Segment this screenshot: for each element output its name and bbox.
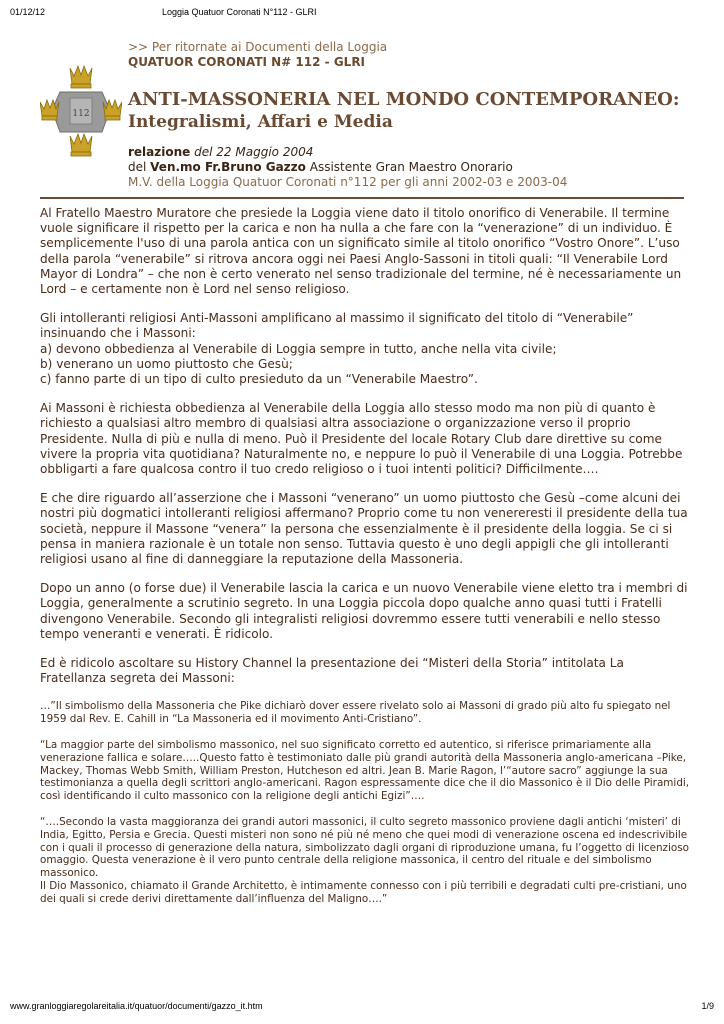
mv-line: M.V. della Loggia Quatuor Coronati n°112 per gli anni 2002-03 e 2003-04 (128, 175, 568, 189)
quote: Il Dio Massonico, chiamato il Grande Architetto, è intimamente connesso con i più terribili e degradati culti pre-cristiani, uno dei quali si crede derivi direttamente dall’influenza del Maligno….” (40, 880, 687, 905)
print-date: 01/12/12 (10, 7, 46, 17)
back-to-documents-link[interactable]: >> Per ritornate ai Documenti della Loggia (128, 40, 388, 54)
author-prefix: del (128, 160, 147, 174)
author-name: Ven.mo Fr.Bruno Gazzo (150, 160, 306, 174)
list-item: b) venerano un uomo piuttosto che Gesù; (40, 356, 293, 371)
lodge-emblem-icon (40, 62, 122, 160)
document-subtitle: Integralismi, Affari e Media (128, 112, 393, 132)
paragraph: Gli intolleranti religiosi Anti-Massoni amplificano al massimo il significato del titolo di “Venerabile” insinuando che i Massoni: (40, 311, 634, 341)
quote: …”Il simbolismo della Massoneria che Pike dichiarò dover essere rivelato solo ai Massoni di grado più alto fu spiegato nel 1959 dal Rev. E. Cahill in “La Massoneria ed il movimento Anti-Cristiano”. (40, 700, 671, 726)
paragraph: Ed è ridicolo ascoltare su History Channel la presentazione dei “Misteri della Storia” intitolata La Fratellanza segreta dei Massoni: (40, 656, 624, 686)
print-url: www.granloggiaregolareitalia.it/quatuor/documenti/gazzo_it.htm (10, 1001, 263, 1011)
paragraph: E che dire riguardo all’asserzione che i Massoni “venerano” un uomo piuttosto che Gesù –come alcuni dei nostri più dogmatici intolleranti religiosi affermano? Proprio come tu non venereresti il presidente della tua società, neppure il Massone “venera” la persona che essenzialmente è il presidente della loggia. Se ci si pensa in maniera razionale è un totale non senso. Tuttavia questo è uno degli appigli che gli intolleranti religiosi usano al fine di danneggiare la reputazione della Massoneria. (40, 491, 688, 567)
document-title: ANTI-MASSONERIA NEL MONDO CONTEMPORANEO: (128, 89, 680, 110)
print-page-title: Loggia Quatuor Coronati N°112 - GLRI (162, 7, 317, 17)
author-line (128, 160, 698, 175)
print-footer (10, 1001, 714, 1015)
document-meta (128, 145, 698, 190)
document-header (128, 40, 698, 190)
date-prefix: del (194, 145, 213, 159)
list-item: a) devono obbedienza al Venerabile di Loggia sempre in tutto, anche nella vita civile; (40, 341, 557, 356)
quote: “La maggior parte del simbolismo massonico, nel suo significato corretto ed autentico, si riferisce primariamente alla venerazione fallica e solare…..Questo fatto è testimoniato dalle più grandi autorità della Massoneria anglo-americana –Pike, Mackey, Thomas Webb Smith, William Preston, Hutcheson ed altri. Jean B. Marie Ragon, l’“autore sacro” aggiunge la sua testimonianza a quella degli scrittori anglo-americani. Ragon espressamente dice che il dio Massonico è il Dio delle Piramidi, così identificando il culto massonico con la religione degli antichi Egizi”…. (40, 739, 690, 803)
quote: “….Secondo la vasta maggioranza dei grandi autori massonici, il culto segreto massonico proviene dagli antichi ‘misteri’ di India, Egitto, Persia e Grecia. Questi misteri non sono né più né meno che quei modi di venerazione oscena ed indescrivibile con i quali il processo di generazione della natura, simbolizzato dagli organi di riproduzione umana, fu l’oggetto di licenzioso omaggio. Questa venerazione è il vero punto centrale della religione massonica, il centro del rituale e del simbolismo massonico. (40, 816, 690, 880)
document-date: 22 Maggio 2004 (216, 145, 314, 159)
author-role: Assistente Gran Maestro Onorario (309, 160, 513, 174)
relazione-line (128, 145, 698, 160)
emblem-number: 112 (72, 109, 90, 119)
page-number: 1/9 (701, 1001, 714, 1011)
paragraph: Ai Massoni è richiesta obbedienza al Venerabile della Loggia allo stesso modo ma non più di quanto è richiesto a qualsiasi altro membro di qualsiasi altra associazione o organizzazione verso il proprio Presidente. Nulla di più e nulla di meno. Può il Presidente del locale Rotary Club dare direttive su come vivere la propria vita quotidiana? Naturalmente no, e neppure lo può il Venerabile di una Loggia. Potrebbe obbligarti a fare qualcosa contro il tuo credo religioso o i tuoi intenti politici? Difficilmente…. (40, 401, 683, 477)
four-crowns-emblem-icon (40, 62, 122, 160)
document-body (40, 206, 690, 919)
relazione-label: relazione (128, 145, 191, 159)
list-item: c) fanno parte di un tipo di culto presieduto da un “Venerabile Maestro”. (40, 372, 478, 387)
paragraph: Al Fratello Maestro Muratore che presiede la Loggia viene dato il titolo onorifico di Venerabile. Il termine vuole significare il rispetto per la carica e non ha nulla a che fare con la “venerazione” di un individuo. È semplicemente l'uso di una parola antica con un significato simile al titolo onorifico “Vostro Onore”. L’uso della parola “venerabile” si ritrova ancora oggi nei Paesi Anglo-Sassoni in titoli quali: “Il Venerabile Lord Mayor di Londra” – che non è certo venerato nel senso tradizionale del termine, né è necessariamente un Lord – e certamente non è Lord nel senso religioso. (40, 206, 682, 297)
header-divider (40, 197, 684, 199)
paragraph: Dopo un anno (o forse due) il Venerabile lascia la carica e un nuovo Venerabile viene eletto tra i membri di Loggia, generalmente a scrutinio segreto. In una Loggia piccola dopo qualche anno quasi tutti i Fratelli divengono Venerabile. Secondo gli integralisti religiosi dovremmo essere tutti venerabili e nello stesso tempo veneranti e venerati. È ridicolo. (40, 581, 688, 641)
lodge-name: QUATUOR CORONATI N# 112 - GLRI (128, 55, 366, 69)
print-header (10, 7, 714, 21)
list-block (40, 311, 690, 387)
